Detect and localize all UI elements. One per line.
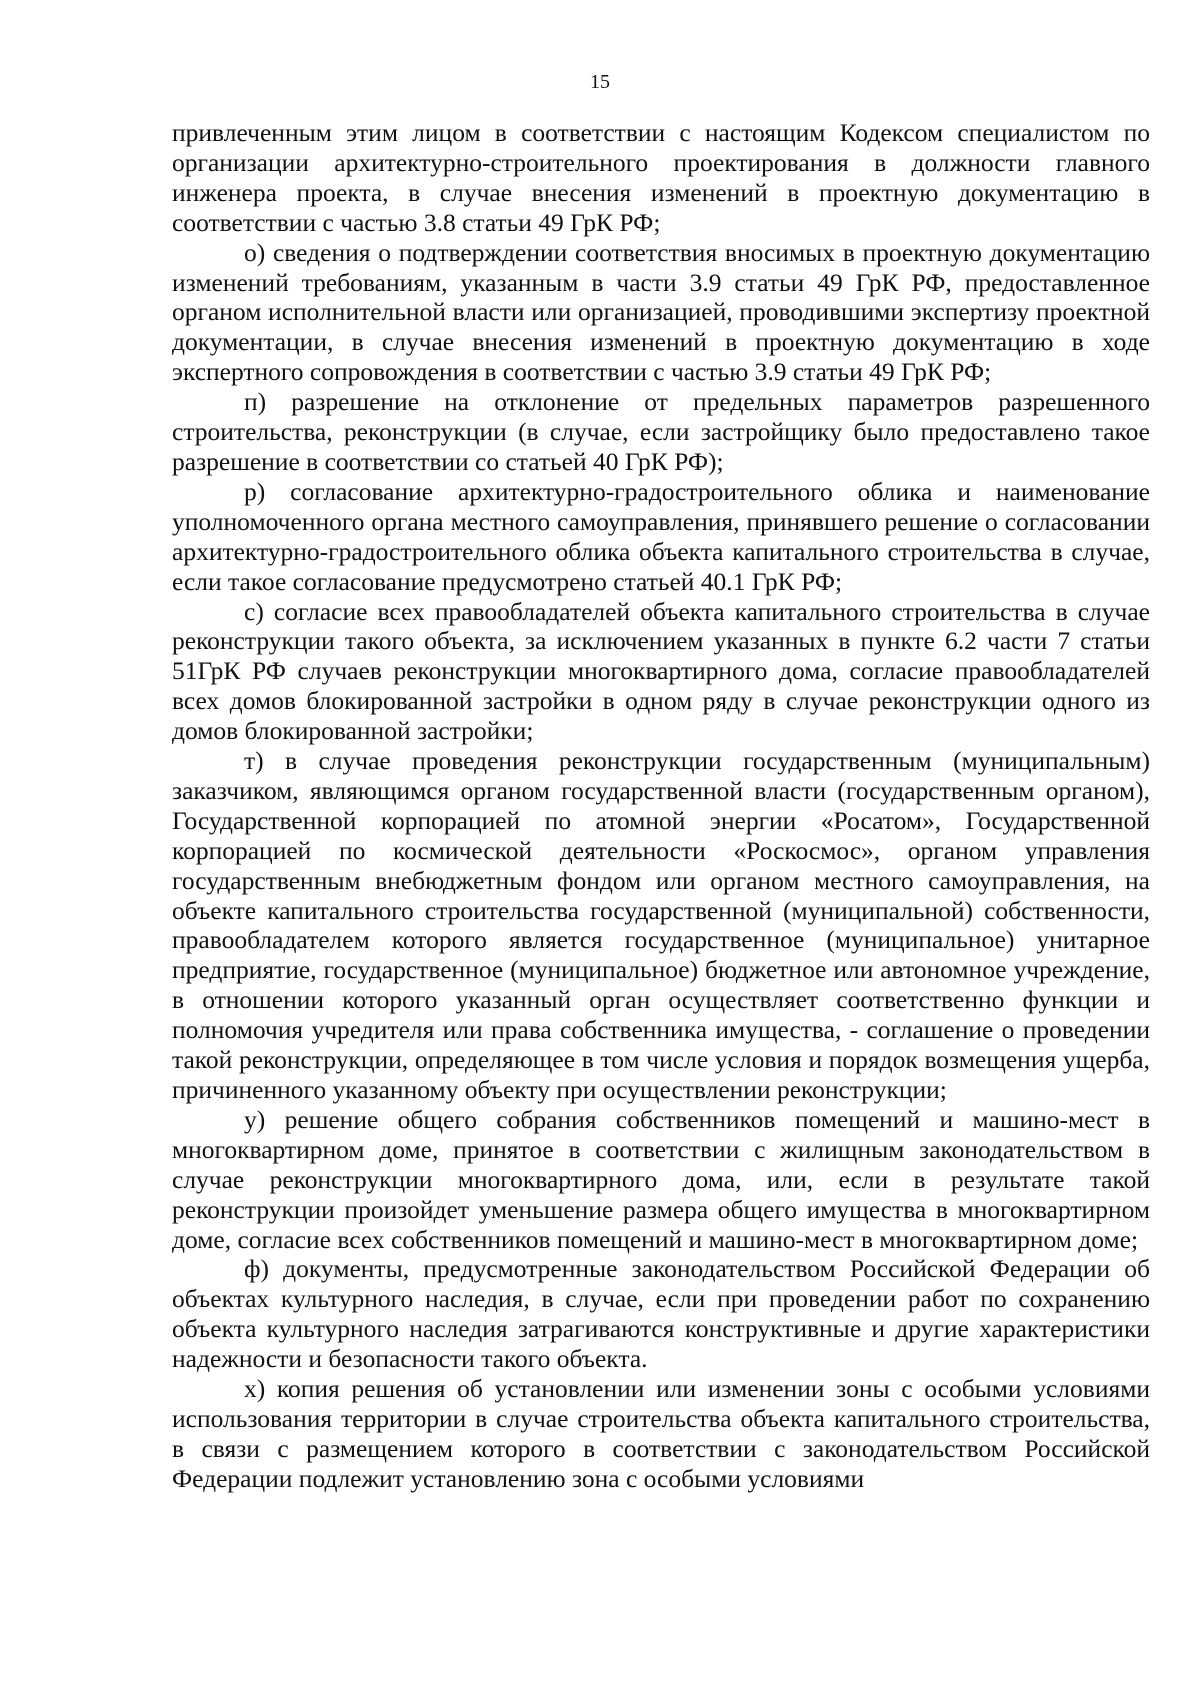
document-body — [172, 118, 1150, 1494]
page-number: 15 — [590, 71, 610, 93]
paragraph-item-r: р) согласование архитектурно-градостроительного облика и наименование уполномоченного органа местного самоуправления, принявшего решение о согласовании архитектурно-градостроительного облика объекта капитального строительства в случае, если такое согласование предусмотрено статьей 40.1 ГрК РФ; — [172, 476, 1150, 596]
paragraph-item-p: п) разрешение на отклонение от предельных параметров разрешенного строительства, реконструкции (в случае, если застройщику было предоставлено такое разрешение в соответствии со статьей 40 ГрК РФ); — [172, 387, 1150, 476]
paragraph-item-h: х) копия решения об установлении или изменении зоны с особыми условиями использования территории в случае строительства объекта капитального строительства, в связи с размещением которого в соответствии с законодательством Российской Федерации подлежит установлению зона с особыми условиями — [172, 1374, 1150, 1493]
paragraph-item-t: т) в случае проведения реконструкции государственным (муниципальным) заказчиком, являющимся органом государственной власти (государственным органом), Государственной корпорацией по атомной энергии «Росатом», Государственной корпорацией по космической деятельности «Роскосмос», органом управления государственным внебюджетным фондом или органом местного самоуправления, на объекте капитального строительства государственной (муниципальной) собственности, правообладателем которого является государственное (муниципальное) унитарное предприятие, государственное (муниципальное) бюджетное или автономное учреждение, в отношении которого указанный орган осуществляет соответственно функции и полномочия учредителя или права собственника имущества, - соглашение о проведении такой реконструкции, определяющее в том числе условия и порядок возмещения ущерба, причиненного указанному объекту при осуществлении реконструкции; — [172, 746, 1150, 1104]
paragraph-continuation: привлеченным этим лицом в соответствии с настоящим Кодексом специалистом по организации архитектурно-строительного проектирования в должности главного инженера проекта, в случае внесения изменений в проектную документацию в соответствии с частью 3.8 статьи 49 ГрК РФ; — [172, 118, 1150, 237]
paragraph-item-u: у) решение общего собрания собственников помещений и машино-мест в многоквартирном доме, принятое в соответствии с жилищным законодательством в случае реконструкции многоквартирного дома, или, если в результате такой реконструкции произойдет уменьшение размера общего имущества в многоквартирном доме, согласие всех собственников помещений и машино-мест в многоквартирном доме; — [172, 1104, 1150, 1254]
paragraph-item-s: с) согласие всех правообладателей объекта капитального строительства в случае реконструкции такого объекта, за исключением указанных в пункте 6.2 части 7 статьи 51ГрК РФ случаев реконструкции многоквартирного дома, согласие правообладателей всех домов блокированной застройки в одном ряду в случае реконструкции одного из домов блокированной застройки; — [172, 596, 1150, 746]
paragraph-item-o: о) сведения о подтверждении соответствия вносимых в проектную документацию изменений требованиям, указанным в части 3.9 статьи 49 ГрК РФ, предоставленное органом исполнительной власти или организацией, проводившими экспертизу проектной документации, в случае внесения изменений в проектную документацию в ходе экспертного сопровождения в соответствии с частью 3.9 статьи 49 ГрК РФ; — [172, 237, 1150, 387]
paragraph-item-f: ф) документы, предусмотренные законодательством Российской Федерации об объектах культурного наследия, в случае, если при проведении работ по сохранению объекта культурного наследия затрагиваются конструктивные и другие характеристики надежности и безопасности такого объекта. — [172, 1254, 1150, 1374]
